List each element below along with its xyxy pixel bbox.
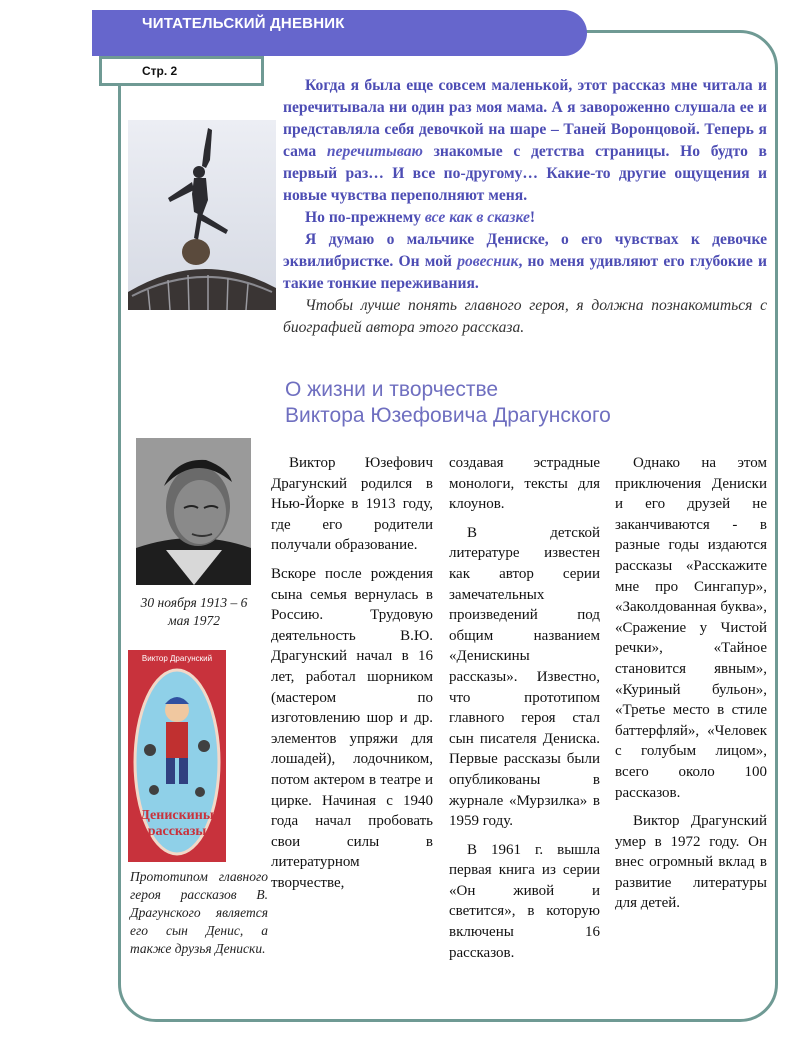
statue-photo	[128, 120, 276, 310]
book-caption: Прототипом главного героя рассказов В. Драгунского является его сын Денис, а также друзья Дениски.	[130, 869, 268, 956]
bio-column-3	[615, 453, 767, 922]
bio-paragraph: Виктор Юзефович Драгунский родился в Нью-Йорке в 1913 году, где его родители получали образование.	[271, 455, 433, 554]
intro-paragraph: Когда я была еще совсем маленькой, этот рассказ мне читала и перечитывала ни один раз моя мама. А я завороженно слушала ее и представляла себя девочкой на шаре – Таней Воронцовой. Теперь я сама перечитываю знакомые с детства страницы. Но будто в первый раз… И все по-другому… Какие-то другие ощущения и новые чувства переполняют меня.	[283, 77, 767, 204]
header-title: ЧИТАТЕЛЬСКИЙ ДНЕВНИК	[142, 15, 345, 32]
bio-paragraph: Однако на этом приключения Дениски и его друзей не заканчиваются - в разные годы издаются рассказы «Расскажите мне про Сингапур», «Заколдованная буква», «Сражение у Чистой речки», «Тайное становится явным», «Куриный бульон», «Третье место в стиле баттерфляй», «Человек с голубым лицом», всего около 100 рассказов.	[615, 455, 767, 801]
book-title-line2: рассказы	[147, 824, 207, 839]
bio-paragraph: создавая эстрадные монологи, тексты для клоунов.	[449, 455, 600, 513]
bio-column-1	[271, 453, 433, 901]
portrait-caption: 30 ноября 1913 – 6 мая 1972	[140, 595, 248, 628]
page-number-tab	[99, 56, 264, 86]
author-portrait	[136, 438, 251, 585]
page-number: Стр. 2	[142, 64, 178, 78]
bio-column-2	[449, 453, 600, 971]
intro-paragraph: Но по-прежнему все как в сказке!	[305, 209, 536, 226]
bio-paragraph: Виктор Драгунский умер в 1972 году. Он внес огромный вклад в развитие литературы для детей.	[615, 813, 767, 912]
book-author: Виктор Драгунский	[141, 654, 213, 663]
bio-paragraph: Вскоре после рождения сына семья вернулась в Россию. Трудовую деятельность В.Ю. Драгунский начал в 16 лет, работал шорником (мастером по изготовлению шор и др. элементов упряжи для лошадей), лодочником, потом актером в театре и цирке. Начиная с 1940 года начал пробовать свои силы в литературном творчестве,	[271, 565, 433, 891]
book-cover	[128, 650, 226, 862]
intro-paragraph: Я думаю о мальчике Дениске, о его чувствах к девочке эквилибристке. Он мой ровесник, но меня удивляют его глубокие и такие тонкие переживания.	[283, 231, 767, 292]
intro-text	[283, 75, 767, 339]
section-title: О жизни и творчестве Виктора Юзефовича Драгунского	[285, 378, 611, 427]
book-title-line1: Денискины	[140, 808, 214, 823]
intro-paragraph: Чтобы лучше понять главного героя, я должна познакомиться с биографией автора этого рассказа.	[283, 297, 767, 336]
bio-paragraph: В 1961 г. вышла первая книга из серии «Он живой и светится», в которую включены 16 рассказов.	[449, 841, 600, 961]
bio-paragraph: В детской литературе известен как автор серии замечательных произведений под общим названием «Денискины рассказы». Известно, что прототипом главного героя стал сын писателя Дениска. Первые рассказы были опубликованы в журнале «Мурзилка» в 1959 году.	[449, 524, 600, 830]
